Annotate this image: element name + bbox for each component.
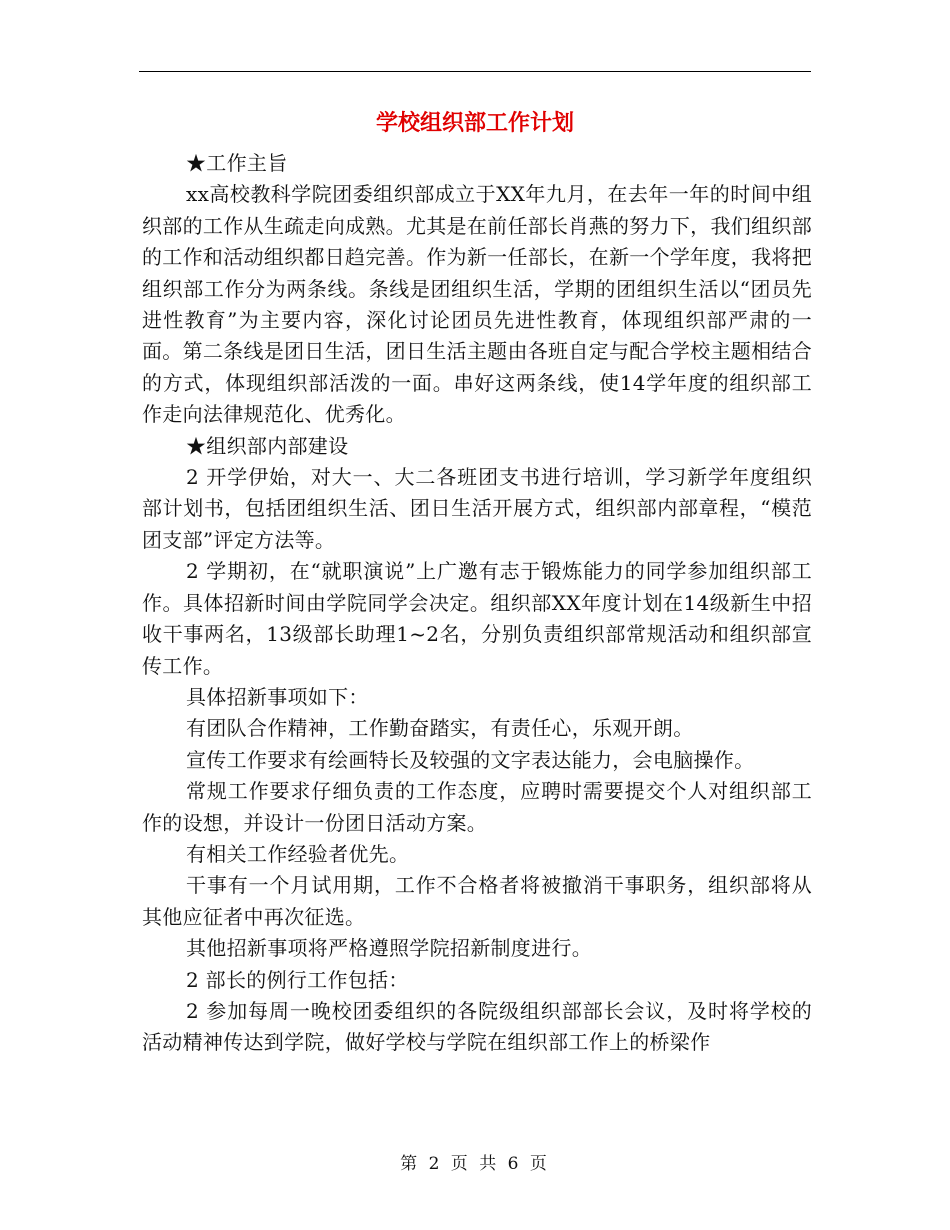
paragraph-routine: 2 部长的例行工作包括： [186,967,409,992]
paragraph-weekly-meeting: 2 参加每周一晚校团委组织的各院级组织部部长会议，及时将学校的活动精神传达到学院，做好学校与学院在组织部工作上的桥梁作 [142,998,812,1055]
document-title: 学校组织部工作计划 [375,111,574,136]
list-item: 有团队合作精神，工作勤奋踏实，有责任心，乐观开朗。 [186,716,694,741]
paragraph-recruit-items: 具体招新事项如下： [186,684,369,709]
paragraph-recruitment: 2 学期初，在“就职演说”上广邀有志于锻炼能力的同学参加组织部工作。具体招新时间由学院同学会决定。组织部XX年度计划在14级新生中招收干事两名，13级部长助理1~2名，分别负责组织部常规活动和组织部宣传工作。 [142,559,812,678]
list-item: 常规工作要求仔细负责的工作态度，应聘时需要提交个人对组织部工作的设想，并设计一份团日活动方案。 [142,779,812,835]
list-item: 干事有一个月试用期，工作不合格者将被撤消干事职务，组织部将从其他应征者中再次征选。 [142,873,812,929]
section-heading-internal: ★组织部内部建设 [186,433,349,458]
paragraph-training: 2 开学伊始，对大一、大二各班团支书进行培训，学习新学年度组织部计划书，包括团组织生活、团日生活开展方式，组织部内部章程，“模范团支部”评定方法等。 [142,465,812,552]
list-item: 宣传工作要求有绘画特长及较强的文字表达能力，会电脑操作。 [186,747,755,772]
header-rule [139,71,811,72]
paragraph-intro: xx高校教科学院团委组织部成立于XX年九月，在去年一年的时间中组织部的工作从生疏走向成熟。尤其是在前任部长肖燕的努力下，我们组织部的工作和活动组织都日趋完善。作为新一任部长，在新一个学年度，我将把组织部工作分为两条线。条线是团组织生活，学期的团组织生活以“团员先进性教育”为主要内容，深化讨论团员先进性教育，体现组织部严肃的一面。第二条线是团日生活，团日生活主题由各班自定与配合学校主题相结合的方式，体现组织部活泼的一面。串好这两条线，使14学年度的组织部工作走向法律规范化、优秀化。 [142,182,812,427]
page-number: 第 2 页 共 6 页 [400,1154,550,1174]
list-item: 有相关工作经验者优先。 [186,841,410,866]
section-heading-purpose: ★工作主旨 [186,151,288,175]
list-item: 其他招新事项将严格遵照学院招新制度进行。 [186,936,592,961]
document-body [142,148,812,1059]
